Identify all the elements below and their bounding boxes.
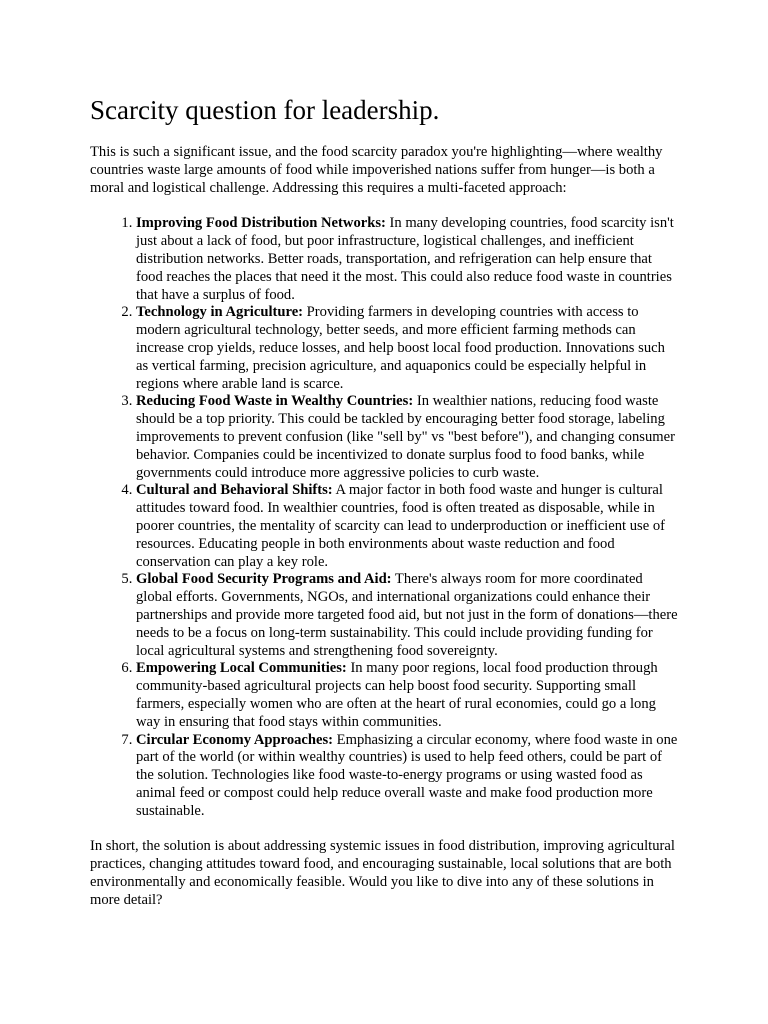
list-item xyxy=(136,732,680,821)
list-item xyxy=(136,660,680,731)
item-text: Emphasizing a circular economy, where food waste in one part of the world (or within wealthy countries) is used to help feed others, could be part of the solution. Technologies like food waste-to-energy programs or using wasted food as animal feed or compost could help reduce overall waste and make food production more sustainable. xyxy=(136,731,678,819)
item-heading: Improving Food Distribution Networks: xyxy=(136,215,386,232)
item-text: In wealthier nations, reducing food waste should be a top priority. This could be tackled by encouraging better food storage, labeling improvements to prevent confusion (like "sell by" vs "best before"), and changing consumer behavior. Companies could be incentivized to donate surplus food to food banks, while governments could introduce more aggressive policies to curb waste. xyxy=(136,393,675,481)
item-heading: Global Food Security Programs and Aid: xyxy=(136,571,392,588)
intro-paragraph: This is such a significant issue, and the food scarcity paradox you're highlighting—where wealthy countries waste large amounts of food while impoverished nations suffer from hunger—is both a moral and logistical challenge. Addressing this requires a multi-faceted approach: xyxy=(90,144,663,196)
list-item xyxy=(136,393,680,482)
item-text: In many developing countries, food scarcity isn't just about a lack of food, but poor infrastructure, logistical challenges, and inefficient distribution networks. Better roads, transportation, and refrigeration can help ensure that food reaches the places that need it the most. This could also reduce food waste in countries that have a surplus of food. xyxy=(136,215,674,303)
item-text: There's always room for more coordinated global efforts. Governments, NGOs, and international organizations could enhance their partnerships and provide more targeted food aid, but not just in the form of donations—there needs to be a focus on long-term sustainability. This could include providing funding for local agricultural systems and strengthening food sovereignty. xyxy=(136,571,678,659)
conclusion-paragraph: In short, the solution is about addressing systemic issues in food distribution, improving agricultural practices, changing attitudes toward food, and encouraging sustainable, local solutions that are both environmentally and economically feasible. Would you like to dive into any of these solutions in more detail? xyxy=(90,838,675,908)
list-item xyxy=(136,215,680,304)
document-title: Scarcity question for leadership. xyxy=(90,95,440,125)
list-item xyxy=(136,482,680,571)
item-heading: Circular Economy Approaches: xyxy=(136,731,334,748)
item-heading: Cultural and Behavioral Shifts: xyxy=(136,482,333,499)
list-item xyxy=(136,571,680,660)
list-item xyxy=(136,304,680,393)
item-heading: Reducing Food Waste in Wealthy Countries: xyxy=(136,393,414,410)
item-text: In many poor regions, local food production through community-based agricultural projects can help boost food security. Supporting small farmers, especially women who are often at the heart of rural economies, could go a long way in ensuring that food stays within communities. xyxy=(136,660,658,730)
solutions-list xyxy=(90,215,680,820)
document-page xyxy=(90,93,680,910)
item-heading: Technology in Agriculture: xyxy=(136,304,304,321)
item-heading: Empowering Local Communities: xyxy=(136,660,347,677)
item-text: A major factor in both food waste and hunger is cultural attitudes toward food. In wealthier countries, food is often treated as disposable, while in poorer countries, the mentality of scarcity can lead to underproduction or inefficient use of resources. Educating people in both environments about waste reduction and food conservation can play a key role. xyxy=(136,482,665,570)
item-text: Providing farmers in developing countries with access to modern agricultural technology, better seeds, and more efficient farming methods can increase crop yields, reduce losses, and help boost local food production. Innovations such as vertical farming, precision agriculture, and aquaponics could be especially helpful in regions where arable land is scarce. xyxy=(136,304,665,392)
